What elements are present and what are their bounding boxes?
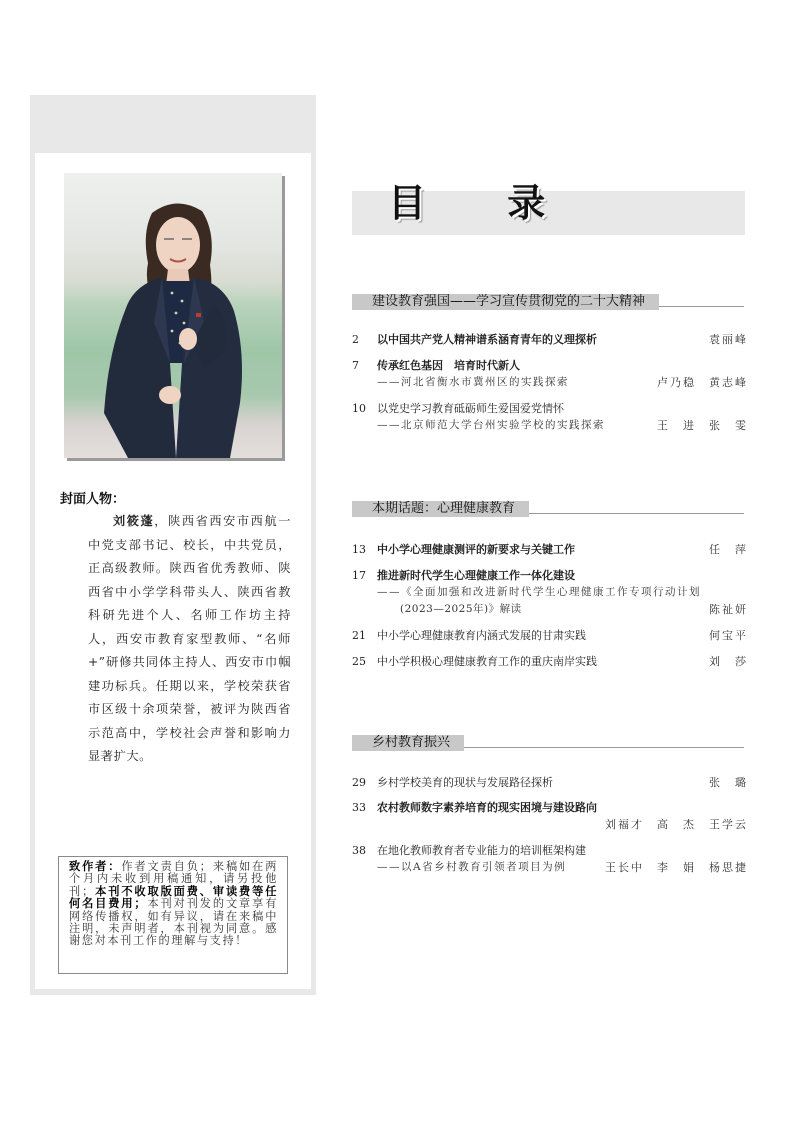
toc-entry[interactable] [352, 774, 748, 791]
toc-entry[interactable] [352, 842, 748, 876]
toc-article-title[interactable]: 传承红色基因 培育时代新人 [377, 359, 520, 372]
author-notice-box [58, 856, 288, 974]
toc-article-title[interactable]: 中小学心理健康测评的新要求与关键工作 [377, 543, 575, 556]
toc-page-number: 29 [352, 776, 366, 789]
toc-page-number: 21 [352, 629, 366, 642]
cover-photo [64, 173, 282, 458]
notice-text-2: 本刊对刊发的文章享有网络传播权，如有异议，请在来稿中注明，未声明者，本刊视为同意。感谢您对本刊工作的理解与支持！ [69, 897, 278, 948]
toc-entry[interactable] [352, 567, 748, 618]
toc-author: 任 萍 [709, 543, 748, 556]
toc-article-title[interactable]: 以党史学习教育砥砺师生爱国爱党情怀 [377, 402, 564, 415]
toc-author: 袁丽峰 [709, 333, 748, 346]
toc-page-number: 7 [352, 359, 359, 372]
toc-article-title[interactable]: 农村教师数字素养培育的现实困境与建设路向 [377, 801, 597, 814]
toc-article-title[interactable]: 中小学积极心理健康教育工作的重庆南岸实践 [377, 655, 597, 668]
toc-entry[interactable] [352, 653, 748, 670]
toc-author: 刘福才 高 杰 王学云 [605, 818, 748, 831]
toc-article-title[interactable]: 在地化教师教育者专业能力的培训框架构建 [377, 844, 586, 857]
toc-page-number: 25 [352, 655, 366, 668]
toc-author: 王 进 张 雯 [657, 419, 748, 432]
cover-person-name: 刘筱蓬 [112, 514, 155, 528]
toc-page-number: 13 [352, 543, 366, 556]
page-title: 目 录 [388, 181, 580, 225]
toc-entry[interactable] [352, 799, 748, 833]
toc-author: 何宝平 [709, 629, 748, 642]
toc-page-number: 33 [352, 801, 366, 814]
cover-person-bio [88, 510, 291, 769]
toc-page-number: 10 [352, 402, 366, 415]
notice-lead: 致作者： [69, 860, 122, 873]
toc-article-title[interactable]: 乡村学校美育的现状与发展路径探析 [377, 776, 553, 789]
toc-article-title[interactable]: 中小学心理健康教育内涵式发展的甘肃实践 [377, 629, 586, 642]
section-header-rural-education [352, 731, 744, 748]
toc-author: 王长中 李 娟 杨思捷 [605, 861, 748, 874]
cover-person-description: ，陕西省西安市西航一中党支部书记、校长，中共党员，正高级教师。陕西省优秀教师、陕西省中小学学科带头人、陕西省教科研先进个人、名师工作坊主持人，西安市教育家型教师、“名师+”研修共同体主持人、西安市巾帼建功标兵。任期以来，学校荣获省市区级十余项荣誉，被评为陕西省示范高中，学校社会声誉和影响力显著扩大。 [88, 514, 291, 763]
section-title: 建设教育强国——学习宣传贯彻党的二十大精神 [352, 294, 659, 310]
section-header-mental-health [352, 497, 744, 514]
person-illustration [64, 173, 282, 458]
toc-entry[interactable] [352, 541, 748, 558]
toc-page-number: 38 [352, 844, 366, 857]
cover-person-label: 封面人物： [60, 492, 126, 507]
toc-article-subtitle: ——河北省衡水市冀州区的实践探索 [377, 376, 569, 388]
cover-panel [30, 95, 316, 995]
toc-article-subtitle: ——北京师范大学台州实验学校的实践探索 [377, 419, 605, 431]
toc-entry[interactable] [352, 331, 748, 348]
section-title: 本期话题：心理健康教育 [352, 501, 529, 517]
toc-article-title[interactable]: 推进新时代学生心理健康工作一体化建设 [377, 569, 575, 582]
toc-author: 卢乃稳 黄志峰 [657, 376, 748, 389]
toc-article-subtitle-continued: (2023—2025年)》解读 [400, 603, 522, 615]
toc-author: 刘 莎 [709, 655, 748, 668]
toc-entry[interactable] [352, 357, 748, 391]
toc-author: 张 璐 [709, 776, 748, 789]
toc-page-number: 2 [352, 333, 359, 346]
notice-bold-text: 本刊不收取版面费、审读费等任何名目费用； [69, 884, 278, 911]
toc-page-number: 17 [352, 569, 366, 582]
toc-article-subtitle: ——《全面加强和改进新时代学生心理健康工作专项行动计划 [377, 586, 701, 598]
section-header-education-power [352, 290, 744, 307]
toc-article-title[interactable]: 以中国共产党人精神谱系涵育青年的义理探析 [377, 333, 597, 346]
toc-entry[interactable] [352, 627, 748, 644]
toc-entry[interactable] [352, 400, 748, 434]
section-title: 乡村教育振兴 [352, 735, 464, 751]
notice-text-1: 作者文责自负；来稿如在两个月内未收到用稿通知，请另投他刊； [69, 860, 278, 898]
cover-panel-inner [35, 153, 311, 989]
toc-article-subtitle: ——以A省乡村教育引领者项目为例 [377, 861, 567, 873]
toc-author: 陈祉妍 [709, 603, 748, 616]
